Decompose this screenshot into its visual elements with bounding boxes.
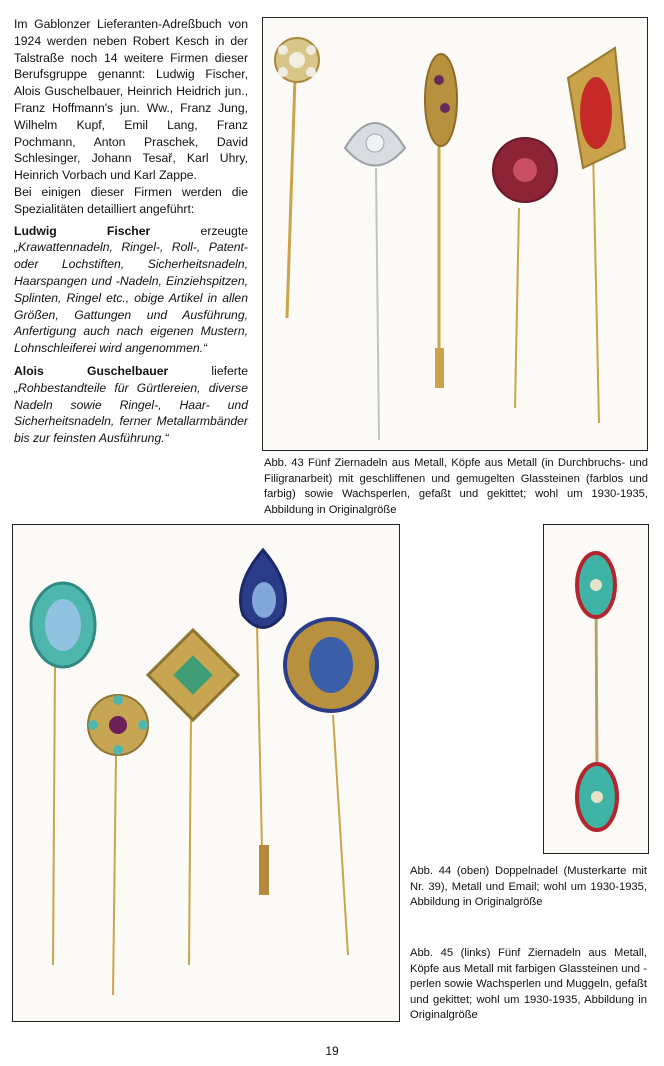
page-number: 19 <box>325 1044 339 1058</box>
figure-43-photo <box>262 17 648 451</box>
guschelbauer-name: Alois Guschelbauer <box>14 363 169 378</box>
fischer-name: Ludwig Fischer <box>14 223 151 238</box>
caption-abb-45: Abb. 45 (links) Fünf Ziernadeln aus Metall, Köpfe aus Metall mit farbigen Glassteinen und -perlen sowie Wachsperlen und Muggeln, gefaßt und gekittet; wohl um 1930-1935, Abbildung in Originalgröße <box>410 947 647 1022</box>
intro-paragraph: Im Gablonzer Lieferanten-Adreßbuch von 1924 werden neben Robert Kesch in der Talstraße noch 14 weitere Firmen dieser Berufsgruppe genannt: Ludwig Fischer, Alois Guschelbauer, Heinrich Heidrich jun., Franz Hoffmann's jun. Ww., Franz Jung, Wilhelm Kupf, Emil Lang, Franz Pochmann, Anton Praschek, David Schlesinger, Johann Tesař, Karl Uhry, Heinrich Vorbach und Karl Zappe. <box>14 17 248 183</box>
figure-45-photo <box>12 524 400 1022</box>
caption-abb-44: Abb. 44 (oben) Doppelnadel (Musterkarte mit Nr. 39), Metall und Email; wohl um 1930-1935, Abbildung in Originalgröße <box>410 865 647 909</box>
fischer-quote: „Krawattennadeln, Ringel-, Roll-, Patent- oder Lochstiften, Sicherheitsnadeln, Haarspangen und -Nadeln, Einziehspitzen, Splinten, Ringel etc., obige Artikel in allen Größen, Gattungen und Ausführung, Anfertigung auch nach eigenen Mustern, Lohnschleiferei wird angenommen.“ <box>14 240 248 356</box>
intro-text-column <box>14 16 248 447</box>
intro-paragraph-2: Bei einigen dieser Firmen werden die Spezialitäten detailliert angeführt: <box>14 184 248 216</box>
fischer-verb: erzeugte <box>150 223 248 238</box>
guschelbauer-verb: lieferte <box>168 363 248 378</box>
fischer-paragraph <box>14 223 248 357</box>
five-hatpins-image-45 <box>13 525 399 1021</box>
caption-abb-43: Abb. 43 Fünf Ziernadeln aus Metall, Köpfe aus Metall (in Durchbruchs- und Filigranarbeit) mit geschliffenen und gemugelten Glassteinen (farblos und farbig) sowie Wachsperlen, gefaßt und gekittet; wohl um 1930-1935, Abbildung in Originalgröße <box>264 457 648 516</box>
five-hatpins-image-43 <box>263 18 647 450</box>
double-pin-image-44 <box>544 525 648 853</box>
guschelbauer-paragraph <box>14 363 248 447</box>
figure-44-photo <box>543 524 649 854</box>
guschelbauer-quote: „Rohbestandteile für Gürtlereien, diverse Nadeln sowie Ringel-, Haar- und Sicherheitsnadeln, ferner Metallarmbänder bis zur feinsten Ausführung.“ <box>14 380 248 446</box>
